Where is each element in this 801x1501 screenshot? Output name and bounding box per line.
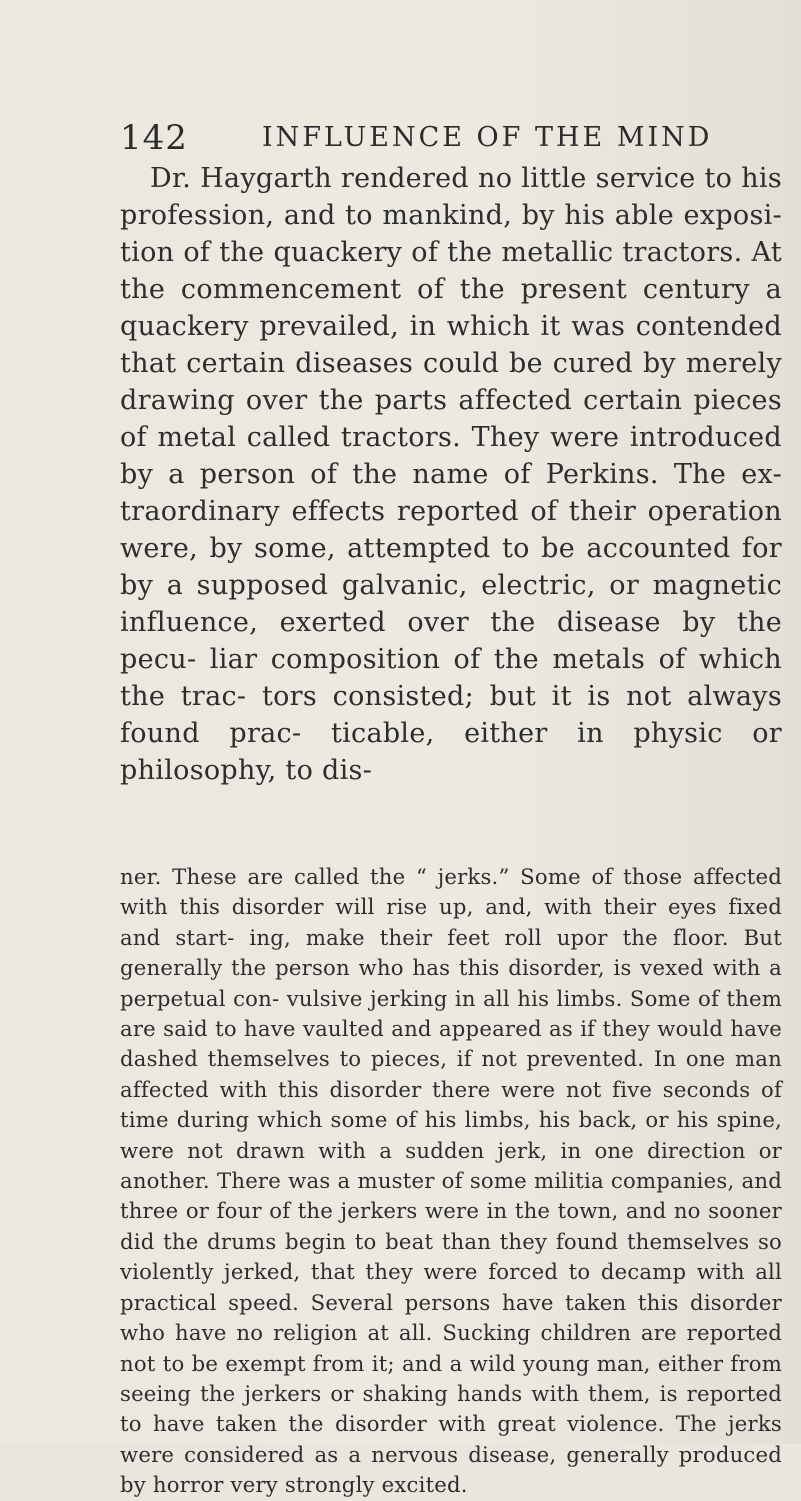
paragraph-jerks: ner. These are called the “ jerks.” Some of those affected with this disorder will rise up, and, with their eyes fixed and start- ing, make their feet roll upor the floor. But generally the person who has this disorder, is vexed with a perpetual con- vulsive jerking in all his limbs. Some of them are said to have vaulted and appeared as if they would have dashed themselves to pieces, if not prevented. In one man affected with this disorder there were not five seconds of time during which some of his limbs, his back, or his spine, were not drawn with a sudden jerk, in one direction or another. There was a muster of some militia companies, and three or four of the jerkers were in the town, and no sooner did the drums begin to beat than they found themselves so violently jerked, that they were forced to decamp with all practical speed. Several persons have taken this disorder who have no religion at all. Sucking children are reported not to be exempt from it; and a wild young man, either from seeing the jerkers or shaking hands with them, is reported to have taken the disorder with great violence. The jerks were considered as a nervous disease, generally produced by horror very strongly excited. [120,864,782,1498]
page-number: 142 [120,118,188,158]
running-title: INFLUENCE OF THE MIND [262,122,713,153]
running-head [120,118,780,158]
paragraph-haygarth-tractors: Dr. Haygarth rendered no little service to his profession, and to mankind, by his able exposi- tion of the quackery of the metallic tractors. At the commencement of the present century a quackery prevailed, in which it was contended that certain diseases could be cured by merely drawing over the parts affected certain pieces of metal called tractors. They were introduced by a person of the name of Perkins. The ex- traordinary effects reported of their operation were, by some, attempted to be accounted for by a supposed galvanic, electric, or magnetic influence, exerted over the disease by the pecu- liar composition of the metals of which the trac- tors consisted; but it is not always found prac- ticable, either in physic or philosophy, to dis- [120,163,782,786]
